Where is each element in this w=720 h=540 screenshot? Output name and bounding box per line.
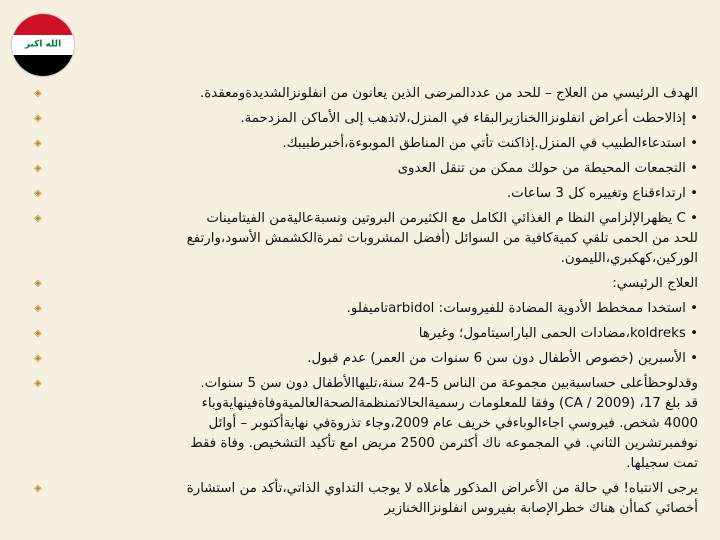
slide-body xyxy=(34,84,698,524)
line-text: • استدعاءالطبيب في المنزل.إذاكنت تأتي من المناطق الموبوءة،أخبرطبيبك. xyxy=(282,136,698,151)
flag-red-band xyxy=(12,14,74,35)
diamond-bullet-icon: ◈ xyxy=(34,188,42,199)
flag-white-band xyxy=(12,35,74,56)
diamond-bullet-icon: ◈ xyxy=(34,88,42,99)
line-text: وقدلوحظأعلى حساسيةبين مجموعة من الناس 5-24 سنة،تليهاالأطفال دون سن 5 سنوات. قد بلغ 17، (CA / 2009) وفقا للمعلومات رسميةالحالاتمنظمةالصحةالعالميةوفاةفينهايةوباء 4000 شخص. فيروسي اجاءالوباءفي خريف عام 2009،وجاء تذروةفي نهايةأكتوبر – أوائل نوفمبرتشرين الثاني. في المجموعه ناك أكثرمن 2500 مريض امع تأكيد التشخيص. وفاة فقط تمت سجيلها. xyxy=(190,376,698,471)
list-item xyxy=(34,479,698,519)
iraq-flag-logo xyxy=(12,14,74,76)
list-item xyxy=(34,324,698,344)
list-item xyxy=(34,349,698,369)
line-text: • ارتداءقناع وتغييره كل 3 ساعات. xyxy=(506,186,698,201)
diamond-bullet-icon: ◈ xyxy=(34,163,42,174)
list-item xyxy=(34,134,698,154)
diamond-bullet-icon: ◈ xyxy=(34,278,42,289)
flag-text: الله اكبر xyxy=(24,39,62,50)
line-text: • استخدا ممخطط الأدوية المضادة للفيروسات: arbidolتاميفلو. xyxy=(346,301,698,316)
diamond-bullet-icon: ◈ xyxy=(34,138,42,149)
line-text: يرجى الانتباه! في حالة من الأعراض المذكور هأعلاه لا يوجب التداوي الذاتي،تأكد من استشارة أخصائي كماأن هناك خطرالإصابة بفيروس انفلونزاالخنازير xyxy=(186,481,698,516)
list-item xyxy=(34,299,698,319)
list-item xyxy=(34,159,698,179)
line-text: • التجمعات المحيطة من حولك ممكن من تنقل العدوى xyxy=(397,161,698,176)
list-item xyxy=(34,109,698,129)
diamond-bullet-icon: ◈ xyxy=(34,213,42,224)
diamond-bullet-icon: ◈ xyxy=(34,378,42,389)
list-item xyxy=(34,274,698,294)
list-item xyxy=(34,374,698,474)
diamond-bullet-icon: ◈ xyxy=(34,113,42,124)
line-text: • C يظهرالإلزامي النظا م الغذائي الكامل مع الكثيرمن البروتين ونسبةعاليةمن الفيتامينات للحد من الحمى تلقي كميةكافية من السوائل (أفضل المشروبات ثمرةالكشمش الأسود،وارتفع الوركين،كهكبري،الليمون. xyxy=(186,211,698,266)
diamond-bullet-icon: ◈ xyxy=(34,353,42,364)
list-item xyxy=(34,184,698,204)
diamond-bullet-icon: ◈ xyxy=(34,483,42,494)
flag-black-band xyxy=(12,55,74,76)
line-text: • إذالاحطت أعراض انفلونزاالخنازيرالبقاء في المنزل،لاتذهب إلى الأماكن المزدحمة. xyxy=(240,111,698,126)
line-text: • الأسبرين (خصوص الأطفال دون سن 6 سنوات من العمر) عدم قبول. xyxy=(307,351,698,366)
list-item xyxy=(34,209,698,269)
list-item xyxy=(34,84,698,104)
line-text: • koldreks،مضادات الحمى الباراسيتامول؛ وغيرها xyxy=(418,326,698,341)
diamond-bullet-icon: ◈ xyxy=(34,328,42,339)
diamond-bullet-icon: ◈ xyxy=(34,303,42,314)
line-text: الهدف الرئيسي من العلاج – للحد من عددالمرضى الذين يعانون من انفلونزالشديدةومعقدة. xyxy=(200,86,698,101)
line-text: العلاج الرئيسي: xyxy=(612,276,698,291)
